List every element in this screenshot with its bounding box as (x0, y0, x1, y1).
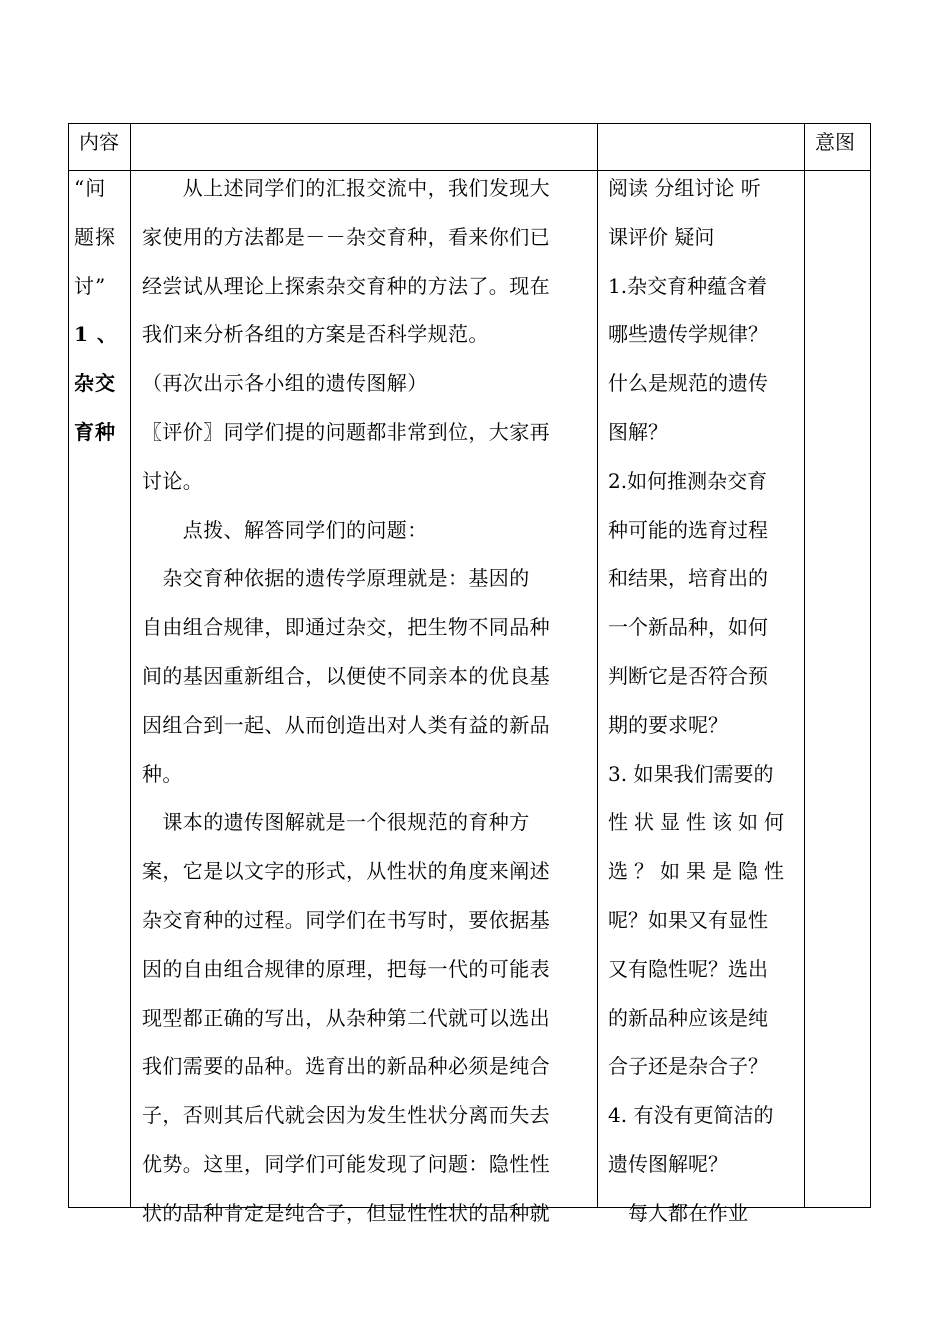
activity-line: 哪些遗传学规律？ (608, 322, 768, 347)
activity-line: 合子还是杂合子？ (608, 1054, 768, 1079)
table-left-border (68, 123, 69, 1208)
activity-line: 期的要求呢？ (608, 712, 728, 737)
content-line: 自由组合规律，即通过杂交，把生物不同品种 (142, 615, 550, 640)
section-label (74, 164, 130, 457)
activity-line: 种可能的选育过程 (608, 517, 768, 542)
content-line: 子，否则其后代就会因为发生性状分离而失去 (142, 1103, 550, 1128)
activity-line: 遗传图解呢？ (608, 1151, 728, 1176)
content-line: 优势。这里，同学们可能发现了问题：隐性性 (142, 1151, 550, 1176)
section-label-line: 讨” (74, 273, 107, 298)
content-line: 课本的遗传图解就是一个很规范的育种方 (142, 810, 530, 835)
content-line: 案，它是以文字的形式，从性状的角度来阐述 (142, 859, 550, 884)
header-content-label: 内容 (79, 130, 119, 154)
section-label-line: 育种 (74, 419, 116, 444)
activity-line: 又有隐性呢？选出 (608, 956, 768, 981)
content-line: 间的基因重新组合，以便使不同亲本的优良基 (142, 663, 550, 688)
activity-line: 判断它是否符合预 (608, 663, 768, 688)
content-line: 种。 (142, 761, 183, 786)
content-line: 经尝试从理论上探索杂交育种的方法了。现在 (142, 273, 550, 298)
section-label-line: 1 、 (74, 322, 118, 347)
content-line: 杂交育种依据的遗传学原理就是：基因的 (142, 566, 530, 591)
content-line: 家使用的方法都是－－杂交育种，看来你们已 (142, 224, 550, 249)
activity-line: 1.杂交育种蕴含着 (608, 273, 768, 298)
activity-line: 什么是规范的遗传 (608, 371, 768, 396)
content-line: 现型都正确的写出，从杂种第二代就可以选出 (142, 1005, 550, 1030)
content-line: 讨论。 (142, 468, 204, 493)
activity-line: 课评价 疑问 (608, 224, 715, 249)
activity-line: 每人都在作业 (608, 1200, 748, 1225)
activity-line: 性状显性该如何 (608, 810, 790, 835)
content-line: 从上述同学们的汇报交流中，我们发现大 (142, 176, 550, 200)
activity-line: 2.如何推测杂交育 (608, 468, 768, 493)
column-divider-1 (130, 123, 131, 1208)
activity-line: 一个新品种，如何 (608, 615, 768, 640)
content-line: 〖评价〗同学们提的问题都非常到位，大家再 (142, 419, 550, 444)
table-top-border (68, 123, 871, 124)
content-line: 因组合到一起、从而创造出对人类有益的新品 (142, 712, 550, 737)
activity-line: 和结果，培育出的 (608, 566, 768, 591)
activity-line: 呢？如果又有显性 (608, 907, 768, 932)
content-line: （再次出示各小组的遗传图解） (142, 371, 428, 396)
activity-line: 选？如果是隐性 (608, 859, 790, 884)
student-activity (608, 164, 798, 1238)
content-line: 因的自由组合规律的原理，把每一代的可能表 (142, 956, 550, 981)
content-line: 点拨、解答同学们的问题： (142, 517, 428, 542)
content-line: 我们需要的品种。选育出的新品种必须是纯合 (142, 1054, 550, 1079)
activity-line: 3. 如果我们需要的 (608, 761, 774, 786)
section-label-line: “问 (74, 176, 107, 200)
column-divider-3 (804, 123, 805, 1208)
activity-line: 4. 有没有更简洁的 (608, 1103, 774, 1128)
activity-line: 的新品种应该是纯 (608, 1005, 768, 1030)
section-label-line: 杂交 (74, 371, 116, 396)
content-line: 杂交育种的过程。同学们在书写时，要依据基 (142, 907, 550, 932)
section-label-line: 题探 (74, 224, 116, 249)
content-line: 状的品种肯定是纯合子，但显性性状的品种就 (142, 1200, 550, 1225)
activity-line: 阅读 分组讨论 听 (608, 176, 761, 200)
content-line: 我们来分析各组的方案是否科学规范。 (142, 322, 489, 347)
teaching-content (142, 164, 590, 1238)
header-intent-label: 意图 (815, 130, 855, 154)
activity-line: 图解？ (608, 419, 668, 444)
table-right-border (870, 123, 871, 1208)
column-divider-2 (597, 123, 598, 1208)
